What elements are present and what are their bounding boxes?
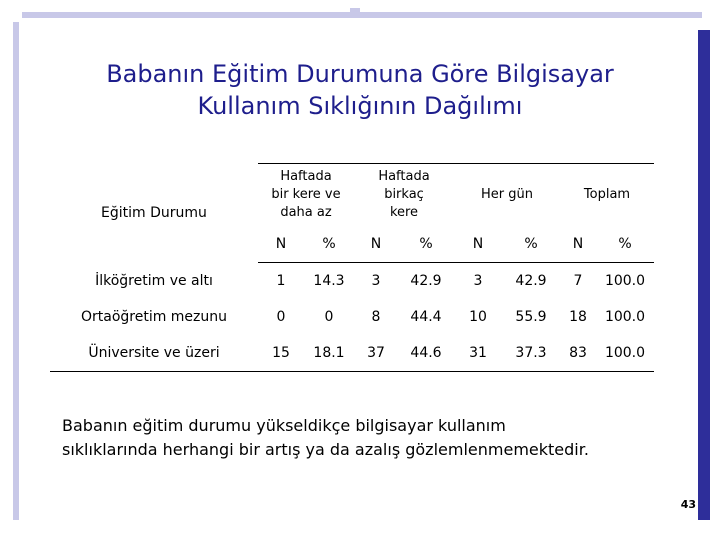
table-cell: 44.6 bbox=[398, 335, 454, 372]
group-header-total bbox=[560, 164, 654, 227]
group-header-line: Haftada bbox=[280, 169, 332, 184]
frequency-table bbox=[50, 163, 654, 372]
subheader-n: N bbox=[454, 226, 502, 263]
table-cell: 100.0 bbox=[596, 335, 654, 372]
subheader-percent: % bbox=[398, 226, 454, 263]
table-cell: 42.9 bbox=[410, 273, 442, 289]
group-header-daily bbox=[454, 164, 560, 227]
subheader-n: N bbox=[258, 226, 304, 263]
table-row bbox=[50, 335, 654, 372]
table-cell: 100.0 bbox=[604, 309, 646, 325]
subheader-percent: % bbox=[502, 226, 560, 263]
left-frame-bar bbox=[13, 22, 19, 520]
conclusion-note bbox=[62, 414, 692, 462]
note-line-1: Babanın eğitim durumu yükseldikçe bilgisayar kullanım bbox=[62, 416, 506, 435]
table-cell: 8 bbox=[371, 309, 381, 325]
table-cell: 83 bbox=[560, 335, 596, 372]
top-frame-accent bbox=[350, 8, 360, 14]
subheader-percent: % bbox=[304, 226, 354, 263]
table-cell: 3 bbox=[473, 273, 483, 289]
group-header-weekly-several bbox=[354, 164, 454, 227]
table-cell: 100.0 bbox=[604, 273, 646, 289]
table-cell: 7 bbox=[573, 273, 583, 289]
table-cell: 1 bbox=[276, 273, 286, 289]
group-header-line: bir kere ve bbox=[271, 187, 341, 202]
group-header-line: kere bbox=[389, 205, 419, 220]
slide-title-line-2: Kullanım Sıklığının Dağılımı bbox=[197, 92, 523, 120]
table-cell: 3 bbox=[371, 273, 381, 289]
row-header-cell bbox=[50, 164, 258, 263]
top-frame-bar bbox=[22, 12, 702, 18]
table-row bbox=[50, 299, 654, 335]
row-header-label: Eğitim Durumu bbox=[101, 205, 207, 221]
group-header-line: Toplam bbox=[583, 187, 631, 202]
group-header-line: Haftada bbox=[378, 169, 430, 184]
table-cell: 0 bbox=[276, 309, 286, 325]
group-header-line: Her gün bbox=[481, 187, 533, 202]
table-header-row bbox=[50, 164, 654, 227]
slide-title bbox=[40, 58, 680, 122]
table-cell: 37.3 bbox=[502, 335, 560, 372]
row-label: İlköğretim ve altı bbox=[95, 272, 213, 289]
group-header-line: birkaç bbox=[384, 187, 424, 202]
table-cell: 0 bbox=[324, 309, 334, 325]
slide-title-line-1: Babanın Eğitim Durumuna Göre Bilgisayar bbox=[106, 60, 614, 88]
table-cell: 44.4 bbox=[410, 309, 442, 325]
table-cell: 18 bbox=[569, 309, 587, 325]
table-cell: 31 bbox=[454, 335, 502, 372]
right-frame-bar bbox=[698, 30, 710, 520]
row-label: Ortaöğretim mezunu bbox=[80, 309, 228, 325]
group-header-line: daha az bbox=[280, 205, 332, 220]
row-label: Üniversite ve üzeri bbox=[50, 335, 258, 372]
table-cell: 14.3 bbox=[313, 273, 345, 289]
page-number: 43 bbox=[680, 498, 696, 511]
table-cell: 15 bbox=[258, 335, 304, 372]
table-cell: 10 bbox=[469, 309, 487, 325]
subheader-n: N bbox=[560, 226, 596, 263]
group-header-weekly-once bbox=[258, 164, 354, 227]
subheader-percent: % bbox=[596, 226, 654, 263]
table-cell: 55.9 bbox=[515, 309, 547, 325]
subheader-n: N bbox=[354, 226, 398, 263]
table-cell: 42.9 bbox=[515, 273, 547, 289]
table-cell: 37 bbox=[354, 335, 398, 372]
table-cell: 18.1 bbox=[304, 335, 354, 372]
note-line-2: sıklıklarında herhangi bir artış ya da azalış gözlemlenmemektedir. bbox=[62, 440, 589, 459]
table-row bbox=[50, 263, 654, 300]
